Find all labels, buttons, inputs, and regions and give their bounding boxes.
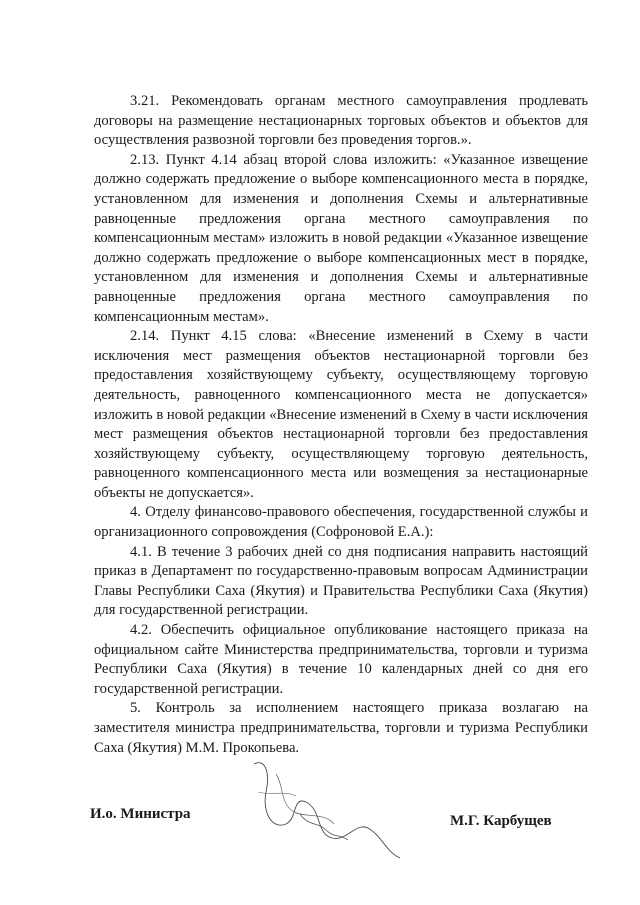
paragraph-5: 5. Контроль за исполнением настоящего приказа возлагаю на заместителя министра предпринимательства, торговли и туризма Республики Саха (Якутия) М.М. Прокопьева. [94,700,588,756]
signatory-title: И.о. Министра [90,806,191,822]
paragraph-4-1: 4.1. В течение 3 рабочих дней со дня подписания направить настоящий приказ в Департамент по государственно-правовым вопросам Администрации Главы Республики Саха (Якутия) и Правительства Республики Саха (Якутия) для государственной регистрации. [94,543,588,619]
paragraph-4-2: 4.2. Обеспечить официальное опубликование настоящего приказа на официальном сайте Министерства предпринимательства, торговли и туризма Республики Саха (Якутия) в течение 10 календарных дней со дня его государственной регистрации. [94,622,588,697]
handwritten-signature [236,752,406,862]
paragraph-3-21: 3.21. Рекомендовать органам местного самоуправления продлевать договоры на размещение нестационарных торговых объектов и объектов для осуществления развозной торговли без проведения торгов.». [94,93,588,149]
paragraph-2-14: 2.14. Пункт 4.15 слова: «Внесение изменений в Схему в части исключения мест размещения объектов нестационарной торговли без предоставления хозяйствующему субъекту, осуществляющему торговую деятельность, равноценного компенсационного места не допускается» изложить в новой редакции «Внесение изменений в Схему в части исключения мест размещения объектов нестационарной торговли без предоставления хозяйствующему субъекту, осуществляющему торговую деятельность, равноценного компенсационного места или возмещения за нестационарные объекты не допускается». [94,328,588,501]
signatory-name: М.Г. Карбущев [450,813,552,829]
paragraph-4: 4. Отделу финансово-правового обеспечения, государственной службы и организационного сопровождения (Софроновой Е.А.): [94,504,588,541]
paragraph-2-13: 2.13. Пункт 4.14 абзац второй слова изложить: «Указанное извещение должно содержать предложение о выборе компенсационного места в порядке, установленном для изменения и дополнения Схемы и альтернативные равноценные предложения органа местного самоуправления по компенсационным местам» изложить в новой редакции «Указанное извещение должно содержать предложение о выборе компенсационных мест в порядке, установленном для изменения и дополнения Схемы и альтернативные равноценные предложения органа местного самоуправления по компенсационным местам». [94,151,588,325]
